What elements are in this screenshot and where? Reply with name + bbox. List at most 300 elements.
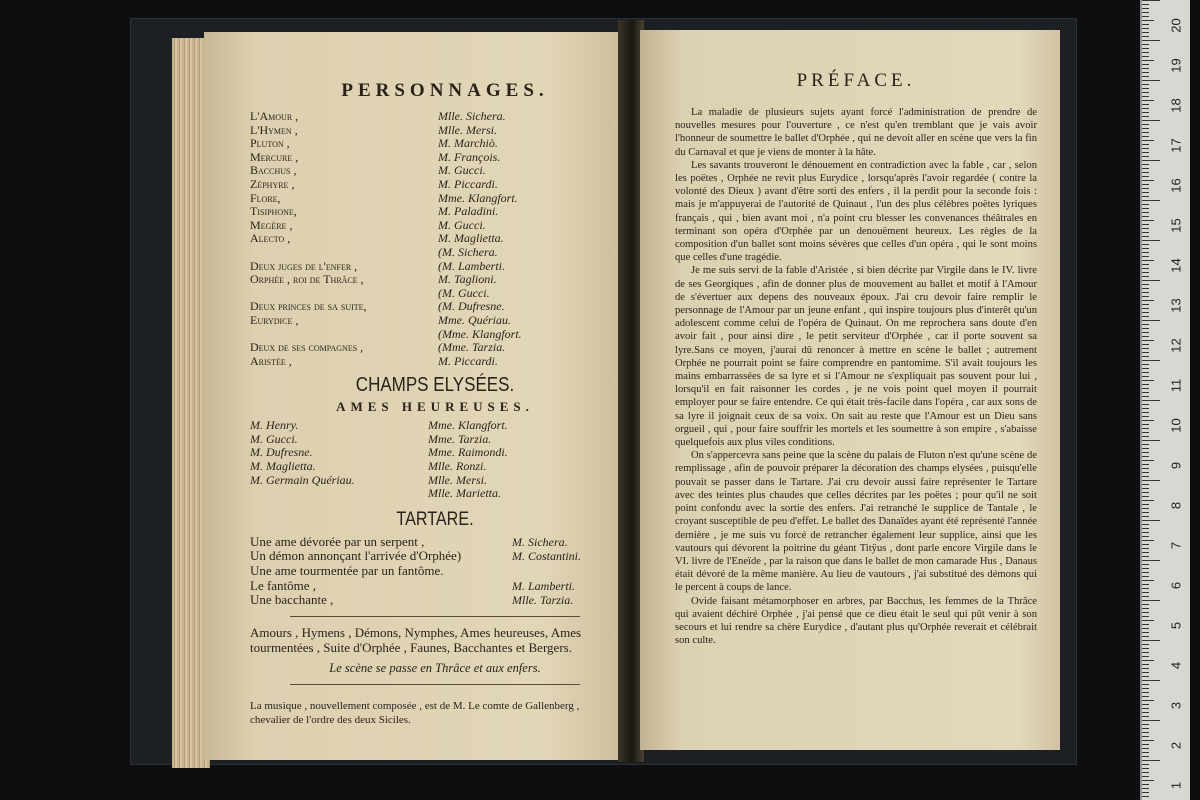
ruler-tick	[1142, 84, 1149, 85]
ruler-tick	[1142, 712, 1149, 713]
ruler-tick	[1142, 556, 1149, 557]
ruler-tick	[1142, 524, 1149, 525]
ruler-tick	[1142, 196, 1149, 197]
ruler-tick	[1142, 252, 1149, 253]
ruler-tick	[1142, 132, 1149, 133]
ruler-tick	[1142, 120, 1160, 121]
ruler-tick	[1142, 140, 1154, 141]
ruler-tick	[1142, 240, 1160, 241]
ruler-tick	[1142, 260, 1154, 261]
ruler-tick	[1142, 216, 1149, 217]
ruler-tick	[1142, 404, 1149, 405]
cast-actor: Mlle. Sichera.	[438, 109, 506, 123]
ruler-tick	[1142, 584, 1149, 585]
ruler-tick	[1142, 520, 1160, 521]
preface-paragraph: Les savants trouveront le dénouement en contradiction avec la fable , car , selon les poëtes , Orphée ne revit plus Eurydice , lorsqu'après l'avoir regardée ( contre la volonté des Dieux ) avant d'être sorti des enfers , il la perdit pour la seconde fois : mais je m'appuyerai de l'autorité de Quinaut , l'un des plus célèbres poëtes lyriques français , qui , bien avant moi , n'a point cru blesser les convenances théâtrales en terminant son opéra d'Orphée par un denouëment heureux. Les règles de la composition d'un ballet sont moins sévères que celles d'un opéra , qui le sont moins que celles d'une tragédie.	[675, 159, 1037, 264]
cast-actor: M. Piccardi.	[438, 176, 498, 191]
cast-actor: Mlle. Mersi.	[438, 122, 497, 137]
ruler-tick	[1142, 108, 1149, 109]
tartare-role: Une bacchante ,	[250, 592, 334, 608]
ruler-tick	[1142, 512, 1149, 513]
cast-row	[250, 246, 620, 260]
tartare-role: Une ame dévorée par un serpent ,	[250, 533, 425, 549]
cast-row	[250, 137, 620, 151]
ames-actor	[250, 487, 428, 501]
tartare-row	[250, 549, 620, 564]
right-page-text	[675, 70, 1037, 647]
ruler-tick	[1142, 616, 1149, 617]
ruler-number: 9	[1168, 461, 1184, 470]
ruler-tick	[1142, 336, 1149, 337]
ruler-tick	[1142, 620, 1154, 621]
cast-actor: M. Piccardi.	[438, 353, 498, 368]
cast-actor: M. François.	[438, 149, 501, 164]
ruler-tick	[1142, 724, 1149, 725]
ruler-tick	[1142, 480, 1160, 481]
ruler-tick	[1142, 124, 1149, 125]
cast-actor: M. Taglioni.	[438, 272, 497, 287]
ruler-tick	[1142, 224, 1149, 225]
tartare-actor: Mlle. Tarzia.	[512, 593, 574, 608]
cast-role: Eurydice ,	[250, 312, 299, 327]
ames-row	[250, 474, 620, 488]
ruler-tick	[1142, 392, 1149, 393]
ruler-tick	[1142, 708, 1149, 709]
ruler-tick	[1142, 396, 1149, 397]
ruler-tick	[1142, 372, 1149, 373]
chorus-text: Amours , Hymens , Démons, Nymphes, Ames heureuses, Ames tourmentées , Suite d'Orphée , Faunes, Bacchantes et Bergers.	[250, 624, 582, 655]
ruler-number: 8	[1168, 501, 1184, 510]
preface-paragraph: On s'appercevra sans peine que la scène du palais de Fluton n'est qu'une scène de remplissage , afin de pouvoir préparer la décoration des champs elysées , puisqu'elle pouvait se passer dans le Tartare. J'ai cru devoir aussi faire représenter le Tartare avec des teintes plus chaudes que celles décrites par les poëtes ; pour qu'il ne soit point confondu avec la sortie des enfers. J'ai retranché le supplice de Tantale , le croyant susceptible de peu d'effet. Le ballet des Danaïdes ayant été représenté l'année dernière , je me suis vu forcé de retrancher également leur supplice, ainsi que les vautours qui dévorent la poitrine du géant Titÿus , dont parle encore Virgile dans le VI. livre de l'Eneïde , par la raison que dans le ballet de mon camarade Hus , Danaus était dévoré de la même manière. Au lieu de vautours , j'ai substitué des démons qui le percent à coups de lance.	[675, 450, 1037, 594]
ruler-tick	[1142, 280, 1160, 281]
ruler-tick	[1142, 376, 1149, 377]
ruler-tick	[1142, 56, 1149, 57]
ruler-tick	[1142, 492, 1149, 493]
ruler-number: 6	[1168, 581, 1184, 590]
ruler-tick	[1142, 292, 1149, 293]
ruler-tick	[1142, 284, 1149, 285]
tartare-list	[250, 535, 620, 608]
cast-role: Deux princes de sa suite,	[250, 299, 367, 314]
ruler-tick	[1142, 316, 1149, 317]
ruler-tick	[1142, 596, 1149, 597]
cast-row	[250, 178, 620, 192]
cast-actor: (M. Gucci.	[438, 285, 490, 300]
ruler-tick	[1142, 628, 1149, 629]
ruler-tick	[1142, 656, 1149, 657]
cast-role	[250, 328, 438, 342]
ruler-tick	[1142, 456, 1149, 457]
ruler-tick	[1142, 692, 1149, 693]
ruler-tick	[1142, 136, 1149, 137]
cast-actor: (M. Dufresne.	[438, 299, 505, 314]
ruler-tick	[1142, 104, 1149, 105]
tartare-actor: M. Costantini.	[512, 549, 582, 564]
ames-actor: M. Dufresne.	[250, 445, 313, 460]
ruler-number: 20	[1168, 18, 1184, 33]
cast-actor: Mme. Klangfort.	[438, 190, 518, 205]
cast-actor: M. Maglietta.	[438, 231, 504, 246]
ames-row	[250, 460, 620, 474]
ruler-tick	[1142, 204, 1149, 205]
left-page-text	[250, 80, 620, 727]
ruler-tick	[1142, 416, 1149, 417]
ruler-tick	[1142, 36, 1149, 37]
ruler-tick	[1142, 28, 1149, 29]
ruler-tick	[1142, 368, 1149, 369]
ruler-tick	[1142, 384, 1149, 385]
tartare-row	[250, 579, 620, 594]
ruler-tick	[1142, 736, 1149, 737]
ruler-tick	[1142, 448, 1149, 449]
ruler-tick	[1142, 112, 1149, 113]
ruler-tick	[1142, 540, 1154, 541]
ruler-tick	[1142, 288, 1149, 289]
ruler-tick	[1142, 548, 1149, 549]
ruler-tick	[1142, 780, 1154, 781]
cast-role: L'Amour ,	[250, 109, 299, 123]
ruler-tick	[1142, 644, 1149, 645]
preface-paragraph: La maladie de plusieurs sujets ayant forcé l'administration de prendre de nouvelles mesures pour l'ouverture , ce n'est qu'en tremblant que je vais avoir l'honneur de soumettre le ballet d'Orphée , qui ne devoit aller en scène que vers la fin du Carnaval et que je viens de monter à la hâte.	[675, 107, 1037, 158]
ruler-tick	[1142, 464, 1149, 465]
ruler-tick	[1142, 660, 1154, 661]
ruler-tick	[1142, 588, 1149, 589]
ames-actor: M. Maglietta.	[250, 459, 316, 474]
ruler-tick	[1142, 32, 1149, 33]
ames-title: AMES HEUREUSES.	[336, 399, 534, 415]
ruler-tick	[1142, 472, 1149, 473]
ruler-tick	[1142, 328, 1149, 329]
preface-paragraph: Je me suis servi de la fable d'Aristée , si bien décrite par Virgile dans le IV. livre de ses Georgiques , afin de donner plus de mouvement au ballet et motif à l'Amour de s'évertuer aux depens des nouveaux époux. J'ai cru devoir faire remplir le personnage de l'Amour par un jeune enfant , qui inspire toujours plus d'interêt qu'un adolescent comme celui de l'opéra de Quinaut. On me reprochera sans doute d'en avoir fait , pour ainsi dire , le petit serviteur d'Orphée , car il porte souvent sa lyre.Sans ce moyen, j'aurai dû renoncer à mettre en scène le ballet ; autrement Orphée ne pourrait point se faire comprendre en pantomime. S'il avait toujours les mains embarrassées de sa lyre et si l'Amour ne s'expliquait pas souvent pour lui , lorsqu'il en fait raisonner les cordes , je ne vois point quel moyen il pourrait employer pour se faire entendre. Ce qui était très-facile dans l'opéra , car aux sons de sa lyre il joignait ceux de sa voix. On sait au reste que l'Amour est un Dieu sans orgueil , qui , pour faire souffrir les mortels et les soumettre à son empire , s'abaisse quelquefois aux plus viles conditions.	[675, 265, 1037, 449]
ruler-tick	[1142, 356, 1149, 357]
ruler-tick	[1142, 688, 1149, 689]
ruler-tick	[1142, 64, 1149, 65]
cast-row	[250, 232, 620, 246]
ruler-tick	[1142, 192, 1149, 193]
ruler-tick	[1142, 444, 1149, 445]
ruler-tick	[1142, 180, 1154, 181]
cast-actor: M. Paladini.	[438, 204, 499, 219]
cast-role: Mercure ,	[250, 149, 299, 164]
scene-text: Le scène se passe en Thrâce et aux enfers.	[329, 660, 541, 675]
ruler-tick	[1142, 552, 1149, 553]
cast-actor: Mme. Quériau.	[438, 312, 511, 327]
ruler-tick	[1142, 748, 1149, 749]
cast-actor: (Mme. Tarzia.	[438, 340, 506, 355]
ruler-tick	[1142, 276, 1149, 277]
ruler-tick	[1142, 172, 1149, 173]
ruler-number: 4	[1168, 661, 1184, 670]
ruler-tick	[1142, 4, 1149, 5]
ruler-tick	[1142, 48, 1149, 49]
cast-row	[250, 314, 620, 328]
measurement-ruler	[1140, 0, 1190, 800]
ruler-tick	[1142, 0, 1160, 1]
cast-row	[250, 300, 620, 314]
ruler-tick	[1142, 600, 1160, 601]
ames-row	[250, 487, 620, 501]
ruler-tick	[1142, 12, 1149, 13]
ruler-tick	[1142, 176, 1149, 177]
cast-role: Flore,	[250, 190, 281, 205]
ruler-tick	[1142, 76, 1149, 77]
ames-actor: Mlle. Marietta.	[428, 486, 501, 501]
cast-role: L'Hymen ,	[250, 122, 298, 137]
ruler-tick	[1142, 764, 1149, 765]
tartare-row	[250, 564, 620, 579]
ruler-tick	[1142, 716, 1149, 717]
ruler-tick	[1142, 116, 1149, 117]
ruler-tick	[1142, 776, 1149, 777]
ruler-tick	[1142, 484, 1149, 485]
ruler-number: 7	[1168, 541, 1184, 550]
ruler-tick	[1142, 572, 1149, 573]
ruler-tick	[1142, 536, 1149, 537]
ruler-tick	[1142, 500, 1154, 501]
ruler-tick	[1142, 300, 1154, 301]
ruler-tick	[1142, 296, 1149, 297]
ruler-tick	[1142, 784, 1149, 785]
ruler-tick	[1142, 320, 1160, 321]
divider	[290, 684, 580, 685]
ruler-number: 1	[1168, 781, 1184, 790]
ruler-tick	[1142, 340, 1154, 341]
cast-row	[250, 287, 620, 301]
ames-row	[250, 446, 620, 460]
ruler-tick	[1142, 640, 1160, 641]
ruler-tick	[1142, 232, 1149, 233]
ruler-tick	[1142, 740, 1154, 741]
cast-role: Aristée ,	[250, 353, 292, 368]
cast-role	[250, 246, 438, 260]
ruler-tick	[1142, 268, 1149, 269]
ruler-tick	[1142, 560, 1160, 561]
ruler-tick	[1142, 256, 1149, 257]
cast-actor: (M. Sichera.	[438, 244, 498, 259]
ruler-tick	[1142, 80, 1160, 81]
cast-row	[250, 110, 620, 124]
cast-actor: M. Gucci.	[438, 163, 486, 178]
ruler-number: 11	[1168, 378, 1184, 393]
ruler-tick	[1142, 24, 1149, 25]
preface-paragraph: Ovide faisant métamorphoser en arbres, par Bacchus, les femmes de la Thrâce qui avaient déchiré Orphée , j'ai pensé que ce dieu était le seul qui pût venir à son secours et lui rendre sa chère Eurydice , d'autant plus qu'Orphée reverait et célébrait son culte.	[675, 595, 1037, 647]
ames-actor: M. Germain Quériau.	[250, 472, 355, 487]
ruler-tick	[1142, 272, 1149, 273]
ruler-tick	[1142, 248, 1149, 249]
ruler-tick	[1142, 96, 1149, 97]
tartare-role: Une ame tourmentée par un fantôme.	[250, 563, 444, 579]
ruler-tick	[1142, 312, 1149, 313]
ruler-tick	[1142, 364, 1149, 365]
ruler-tick	[1142, 144, 1149, 145]
ruler-tick	[1142, 156, 1149, 157]
ruler-tick	[1142, 440, 1160, 441]
cast-actor: M. Marchiò.	[438, 136, 498, 151]
cast-row	[250, 260, 620, 274]
ruler-number: 16	[1168, 178, 1184, 193]
preface-title: PRÉFACE.	[796, 70, 916, 91]
ruler-tick	[1142, 624, 1149, 625]
cast-row	[250, 328, 620, 342]
ruler-tick	[1142, 332, 1149, 333]
ruler-tick	[1142, 796, 1149, 797]
ruler-tick	[1142, 8, 1149, 9]
ruler-tick	[1142, 244, 1149, 245]
cast-role: Deux juges de l'enfer ,	[250, 258, 358, 273]
ruler-tick	[1142, 488, 1149, 489]
ruler-tick	[1142, 476, 1149, 477]
ruler-tick	[1142, 188, 1149, 189]
ruler-tick	[1142, 152, 1149, 153]
ruler-tick	[1142, 508, 1149, 509]
ames-actor: Mme. Tarzia.	[428, 431, 492, 446]
ruler-tick	[1142, 168, 1149, 169]
ruler-tick	[1142, 604, 1149, 605]
ruler-tick	[1142, 592, 1149, 593]
ames-actor: Mlle. Mersi.	[428, 472, 487, 487]
ruler-tick	[1142, 208, 1149, 209]
ruler-tick	[1142, 324, 1149, 325]
ruler-tick	[1142, 40, 1160, 41]
cast-actor: (Mme. Klangfort.	[438, 326, 522, 341]
ruler-tick	[1142, 496, 1149, 497]
ruler-number: 13	[1168, 298, 1184, 313]
ames-list	[250, 419, 620, 501]
cast-row	[250, 205, 620, 219]
musique-text: La musique , nouvellement composée , est de M. Le comte de Gallenberg , chevalier de l'ordre des deux Siciles.	[250, 699, 580, 726]
ruler-tick	[1142, 160, 1160, 161]
ruler-number: 19	[1168, 58, 1184, 73]
ruler-tick	[1142, 412, 1149, 413]
ruler-tick	[1142, 704, 1149, 705]
ruler-tick	[1142, 636, 1149, 637]
champs-title: CHAMPS ELYSÉES.	[355, 374, 515, 397]
ruler-number: 15	[1168, 218, 1184, 233]
tartare-row	[250, 535, 620, 550]
ruler-tick	[1142, 608, 1149, 609]
tartare-role: Un démon annonçant l'arrivée d'Orphée)	[250, 548, 462, 564]
ruler-tick	[1142, 676, 1149, 677]
ruler-tick	[1142, 420, 1154, 421]
divider	[290, 616, 580, 617]
ruler-tick	[1142, 732, 1149, 733]
ruler-tick	[1142, 88, 1149, 89]
ruler-tick	[1142, 436, 1149, 437]
ruler-number: 5	[1168, 621, 1184, 630]
cast-row	[250, 273, 620, 287]
cast-row	[250, 164, 620, 178]
ruler-tick	[1142, 92, 1149, 93]
cast-list	[250, 110, 620, 368]
tartare-actor: M. Sichera.	[512, 534, 568, 549]
ruler-number: 10	[1168, 418, 1184, 433]
tartare-title: TARTARE.	[396, 508, 474, 530]
cast-role: Deux de ses compagnes ,	[250, 340, 364, 355]
tartare-role: Le fantôme ,	[250, 577, 317, 593]
ruler-number: 14	[1168, 258, 1184, 273]
cast-role: Pluton ,	[250, 136, 290, 151]
cast-role: Alecto ,	[250, 231, 291, 246]
cast-role: Orphée , roi de Thrâce ,	[250, 272, 364, 287]
ruler-tick	[1142, 304, 1149, 305]
ruler-tick	[1142, 44, 1149, 45]
tartare-actor: M. Lamberti.	[512, 578, 575, 593]
ruler-tick	[1142, 468, 1149, 469]
ruler-tick	[1142, 348, 1149, 349]
cast-role: Tisiphone,	[250, 204, 297, 219]
ruler-tick	[1142, 460, 1154, 461]
ruler-tick	[1142, 760, 1160, 761]
ruler-tick	[1142, 16, 1149, 17]
ruler-tick	[1142, 576, 1149, 577]
ruler-tick	[1142, 788, 1149, 789]
ruler-tick	[1142, 792, 1149, 793]
ruler-tick	[1142, 20, 1154, 21]
ruler-tick	[1142, 728, 1149, 729]
ruler-tick	[1142, 664, 1149, 665]
ruler-tick	[1142, 72, 1149, 73]
ruler-tick	[1142, 128, 1149, 129]
ruler-tick	[1142, 184, 1149, 185]
ruler-tick	[1142, 768, 1149, 769]
ames-row	[250, 419, 620, 433]
ruler-tick	[1142, 264, 1149, 265]
ruler-tick	[1142, 580, 1154, 581]
ruler-tick	[1142, 360, 1160, 361]
ruler-number: 3	[1168, 701, 1184, 710]
ruler-tick	[1142, 672, 1149, 673]
ruler-tick	[1142, 532, 1149, 533]
ruler-tick	[1142, 400, 1160, 401]
cast-role	[250, 287, 438, 301]
ruler-tick	[1142, 744, 1149, 745]
cast-row	[250, 151, 620, 165]
ruler-tick	[1142, 164, 1149, 165]
cast-row	[250, 192, 620, 206]
ruler-tick	[1142, 380, 1154, 381]
ruler-tick	[1142, 228, 1149, 229]
ruler-tick	[1142, 668, 1149, 669]
ruler-tick	[1142, 544, 1149, 545]
ruler-tick	[1142, 212, 1149, 213]
ruler-tick	[1142, 60, 1154, 61]
ruler-tick	[1142, 100, 1154, 101]
ruler-tick	[1142, 344, 1149, 345]
ruler-tick	[1142, 652, 1149, 653]
ames-row	[250, 433, 620, 447]
ruler-tick	[1142, 504, 1149, 505]
ruler-tick	[1142, 200, 1160, 201]
ames-actor: Mme. Klangfort.	[428, 418, 508, 433]
ruler-tick	[1142, 388, 1149, 389]
ruler-tick	[1142, 424, 1149, 425]
ruler-tick	[1142, 236, 1149, 237]
ruler-tick	[1142, 680, 1160, 681]
ruler-tick	[1142, 528, 1149, 529]
ruler-tick	[1142, 756, 1149, 757]
ruler-tick	[1142, 568, 1149, 569]
cast-row	[250, 355, 620, 369]
ruler-tick	[1142, 432, 1149, 433]
preface-body	[675, 106, 1037, 647]
personnages-title: PERSONNAGES.	[341, 80, 549, 101]
ames-actor: Mlle. Ronzi.	[428, 459, 487, 474]
cast-actor: M. Gucci.	[438, 217, 486, 232]
ruler-tick	[1142, 772, 1149, 773]
ruler-tick	[1142, 428, 1149, 429]
ruler-tick	[1142, 648, 1149, 649]
ruler-tick	[1142, 68, 1149, 69]
